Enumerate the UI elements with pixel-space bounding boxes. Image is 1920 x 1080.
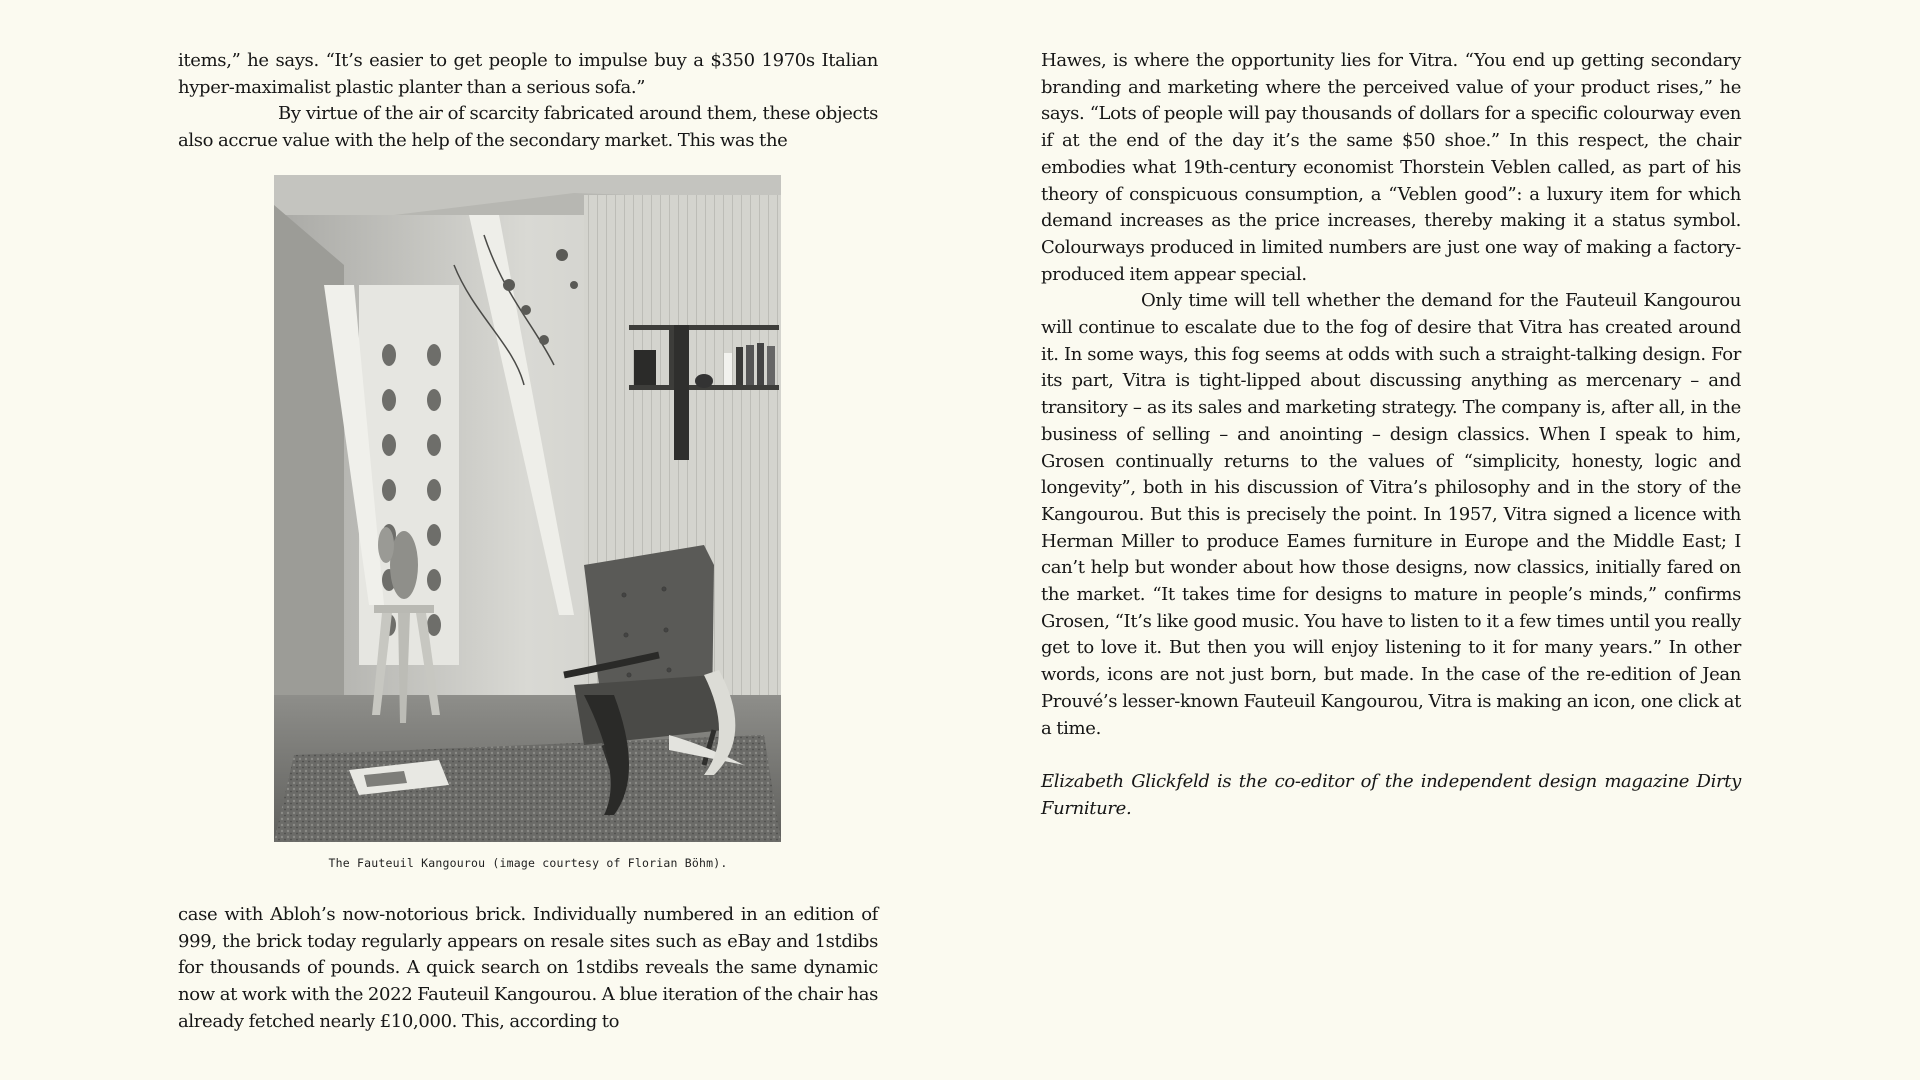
paragraph: Hawes, is where the opportunity lies for Vitra. “You end up getting secondary branding and marketing where the perceived value of your product rises,” he says. “Lots of people will pay thousands of dollars for a specific colourway even if at the end of the day it’s the same $50 shoe.” In this respect, the chair embodies what 19th-century economist Thorstein Veblen called, as part of his theory of conspicuous consumption, a “Veblen good”: a luxury item for which demand increases as the price increases, thereby making it a status symbol. Colourways produced in limited numbers are just one way of making a factory-produced item appear special. [1041, 50, 1741, 285]
right-column [1041, 48, 1741, 822]
paragraph: items,” he says. “It’s easier to get people to impulse buy a $350 1970s Italian hyper-maximalist plastic planter than a serious sofa.” [178, 50, 878, 98]
paragraph: By virtue of the air of scarcity fabricated around them, these objects also accrue value with the help of the secondary market. This was the [178, 103, 878, 152]
left-column-bottom [178, 902, 878, 1036]
figure-caption: The Fauteuil Kangourou (image courtesy of Florian Böhm). [328, 856, 728, 870]
paragraph: case with Abloh’s now-notorious brick. Individually numbered in an edition of 999, the brick today regularly appears on resale sites such as eBay and 1stdibs for thousands of pounds. A quick search on 1stdibs reveals the same dynamic now at work with the 2022 Fauteuil Kangourou. A blue iteration of the chair has already fetched nearly £10,000. This, according to [178, 904, 878, 1032]
chair-photograph [274, 175, 781, 842]
author-bio: Elizabeth Glickfeld is the co-editor of the independent design magazine Dirty Furniture. [1041, 770, 1741, 819]
paragraph: Only time will tell whether the demand for the Fauteuil Kangourou will continue to escalate due to the fog of desire that Vitra has created around it. In some ways, this fog seems at odds with such a straight-talking design. For its part, Vitra is tight-lipped about discussing anything as mercenary – and transitory – as its sales and marketing strategy. The company is, after all, in the business of selling – and anointing – design classics. When I speak to him, Grosen continually returns to the values of “simplicity, honesty, logic and longevity”, both in his discussion of Vitra’s philosophy and in the story of the Kangourou. But this is precisely the point. In 1957, Vitra signed a licence with Herman Miller to produce Eames furniture in Europe and the Middle East; I can’t help but wonder about how those designs, now classics, initially fared on the market. “It takes time for designs to mature in people’s minds,” confirms Grosen, “It’s like good music. You have to listen to it a few times until you really get to love it. But then you will enjoy listening to it for many years.” In other words, icons are not just born, but made. In the case of the re-edition of Jean Prouvé’s lesser-known Fauteuil Kangourou, Vitra is making an icon, one click at a time. [1041, 290, 1741, 739]
left-column-top [178, 48, 878, 155]
